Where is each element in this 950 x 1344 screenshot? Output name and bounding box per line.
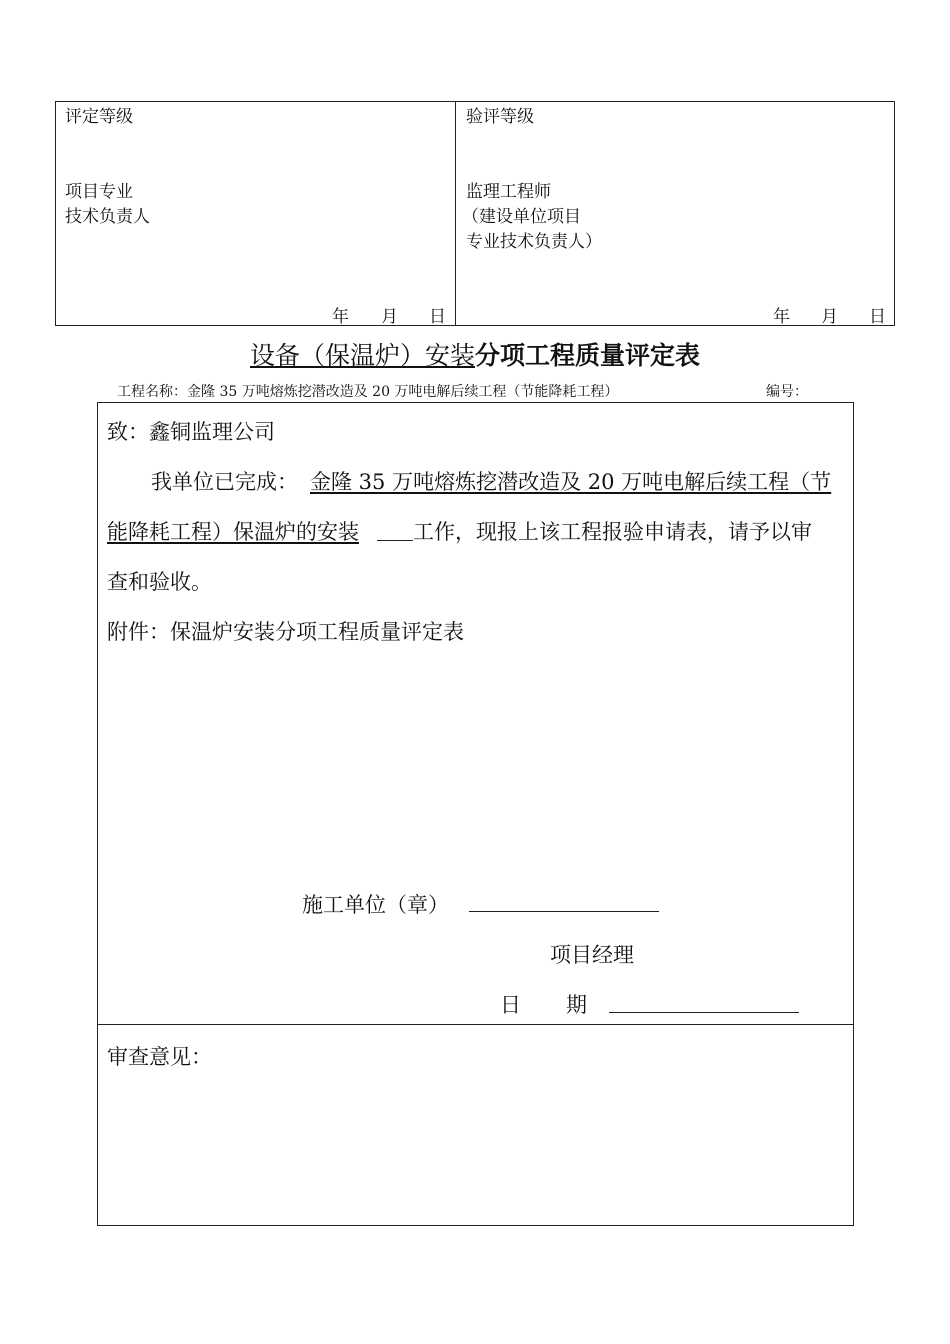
project-tech-lead-line1: 项目专业 [65,182,133,202]
date-month-left: 月 [381,307,398,327]
number-label: 编号： [766,384,808,400]
project-completed-line2: 能降耗工程）保温炉的安装 [107,520,359,544]
date-day-right: 日 [869,307,886,327]
date-label-day: 日 [500,993,521,1017]
supervising-engineer-line2: （建设单位项目 [462,207,581,227]
title-rest: 分项工程质量评定表 [475,341,701,370]
attachment-line: 附件：保温炉安装分项工程质量评定表 [107,620,464,644]
blank-underline [377,540,413,541]
review-opinion-label: 审查意见： [107,1045,212,1069]
date-signature-line [609,1012,799,1013]
addressee: 致：鑫铜监理公司 [107,420,275,444]
grade-label-left: 评定等级 [65,107,133,127]
date-day-left: 日 [429,307,446,327]
work-submission-text: 工作，现报上该工程报验申请表，请予以审 [413,520,812,544]
date-label-period: 期 [566,993,587,1017]
project-tech-lead-line2: 技术负责人 [65,207,150,227]
completed-prefix: 我单位已完成： [151,470,298,494]
title-equipment-part: 设备（保温炉）安装 [249,341,475,370]
evaluation-table-divider [455,101,456,326]
review-request-text: 查和验收。 [107,570,212,594]
supervising-engineer-line3: 专业技术负责人） [466,232,602,252]
construction-unit-label: 施工单位（章） [302,893,449,917]
project-completed-line1: 金隆 35 万吨熔炼挖潜改造及 20 万吨电解后续工程（节 [310,470,832,494]
date-month-right: 月 [821,307,838,327]
date-year-left: 年 [332,307,349,327]
supervising-engineer-line1: 监理工程师 [466,182,551,202]
grade-label-right: 验评等级 [466,107,534,127]
page-title [0,336,950,372]
project-name: 工程名称：金隆 35 万吨熔炼挖潜改造及 20 万吨电解后续工程（节能降耗工程） [117,384,619,400]
review-section-divider [97,1024,854,1025]
construction-unit-signature-line [469,911,659,912]
date-year-right: 年 [773,307,790,327]
project-manager-label: 项目经理 [550,943,634,967]
